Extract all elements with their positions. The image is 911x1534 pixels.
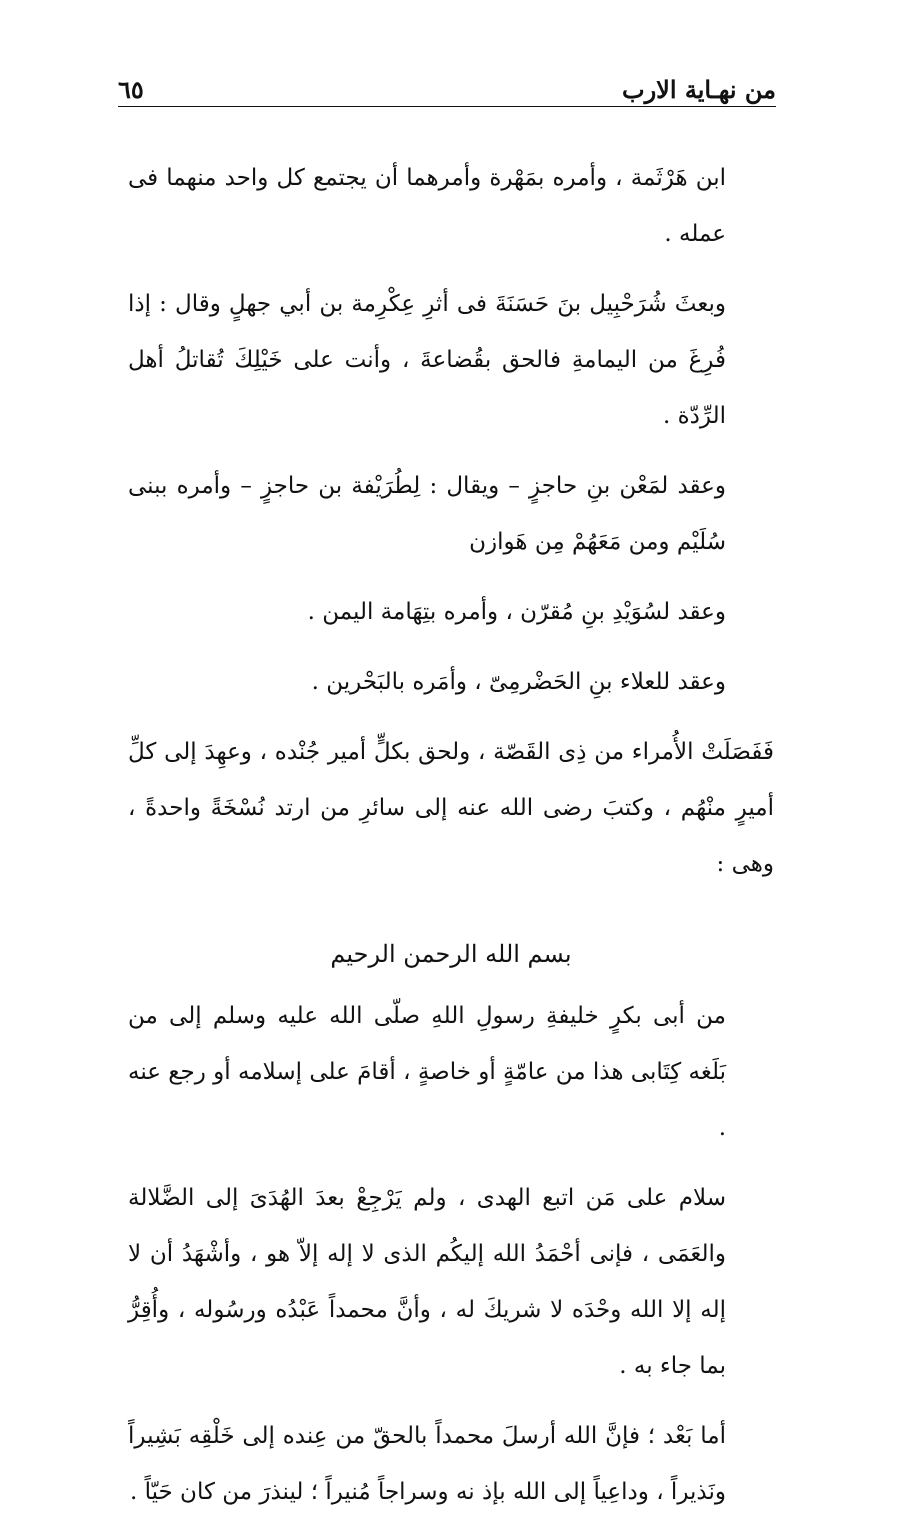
- letter-paragraph: أما بَعْد ؛ فإنَّ الله أرسلَ محمداً بالحقّ من عِنده إلى خَلْقِه بَشِيراً ونَذيراً ، وداعِياً إلى الله بإذ نه وسراجاً مُنيراً ؛ لينذرَ من كان حَيّاً .: [128, 1423, 726, 1505]
- page-header: [118, 70, 776, 108]
- paragraph: ابن هَرْثَمة ، وأمره بمَهْرة وأمرهما أن يجتمع كل واحد منهما فى عمله .: [128, 165, 726, 247]
- page-body: [128, 150, 774, 1534]
- paragraph: وعقد لسُوَيْدِ بنِ مُقرّن ، وأمره بتِهَامة اليمن .: [307, 599, 726, 625]
- paragraph: فَفَصَلَتْ الأُمراء من ذِى القَصّة ، ولحق بكلٍّ أمير جُنْده ، وعهِدَ إلى كلِّ أميرٍ منْهُم ، وكتبَ رضى الله عنه إلى سائرِ من ارتد نُسْخَةً واحدةً ، وهى :: [128, 739, 774, 877]
- running-title: من نهـاية الارب: [621, 74, 776, 104]
- letter-paragraph: من أبى بكرٍ خليفةِ رسولِ اللهِ صلّى الله عليه وسلم إلى من بَلَغه كِتَابى هذا من عامّةٍ أو خاصةٍ ، أقامَ على إسلامه أو رجع عنه .: [128, 1003, 726, 1141]
- letter-paragraph: سلام على مَن اتبع الهدى ، ولم يَرْجِعْ بعدَ الهُدَىَ إلى الضَّلالة والعَمَى ، فإنى أحْمَدُ الله إليكُم الذى لا إله إلاّ هو ، وأشْهَدُ أن لا إله إلا الله وحْدَه لا شريكَ له ، وأنَّ محمداً عَبْدُه ورسُوله ، وأُقِرُّ بما جاء به .: [128, 1185, 726, 1379]
- basmala: بسم الله الرحمن الرحيم: [330, 940, 572, 968]
- paragraph: وعقد لمَعْن بنِ حاجزٍ – ويقال : لِطُرَيْفة بن حاجزٍ – وأمره ببنى سُلَيْم ومن مَعَهُمْ مِن هَوازن: [128, 473, 726, 555]
- paragraph: وعقد للعلاء بنِ الحَضْرمِىّ ، وأمَره بالبَحْرين .: [311, 669, 726, 695]
- paragraph: وبعثَ شُرَحْبِيل بنَ حَسَنَةَ فى أثرِ عِكْرِمة بن أبي جهلٍ وقال : إذا فُرِغَ من اليمامةِ فالحق بقُضاعةَ ، وأنت على خَيْلِكَ تُقاتلُ أهل الرِّدّة .: [128, 291, 726, 429]
- page-number: ٦٥: [118, 74, 144, 104]
- header-rule: [118, 106, 776, 107]
